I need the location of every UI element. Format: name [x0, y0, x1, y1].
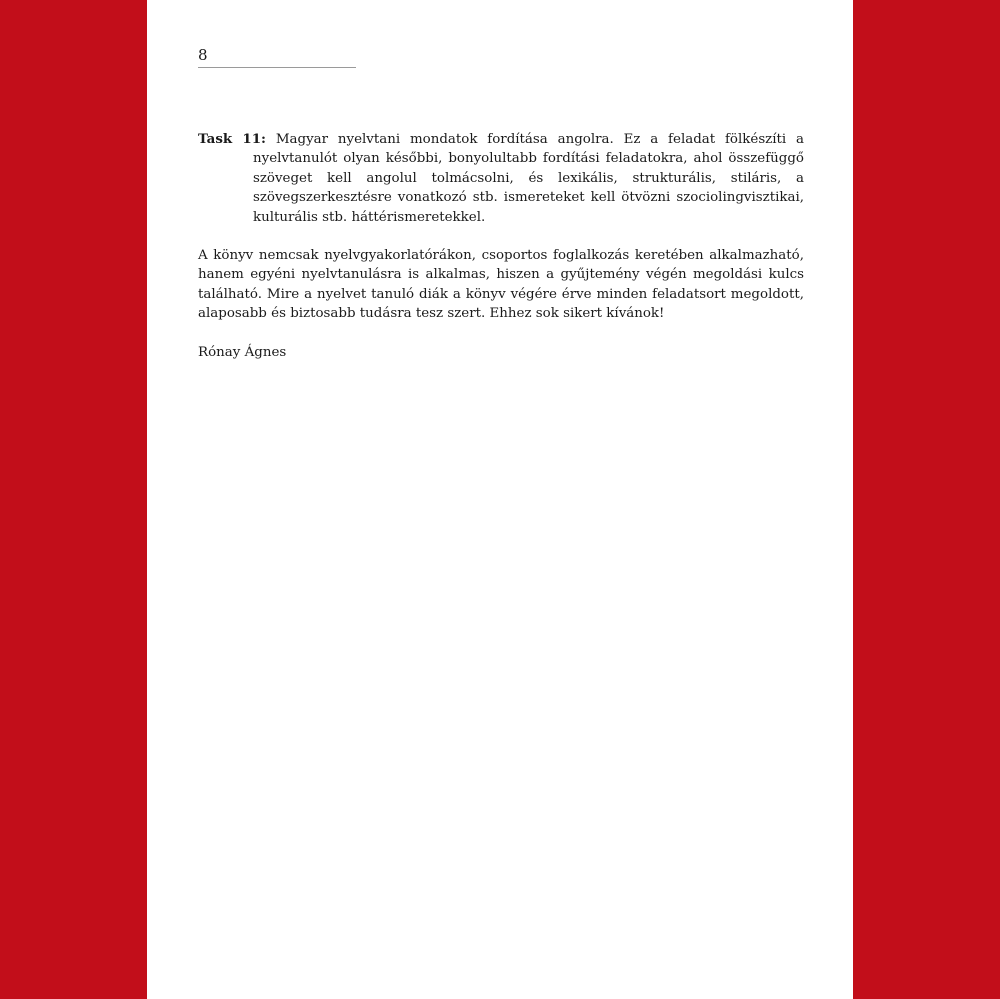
task-label: Task 11: — [198, 131, 266, 147]
header-rule — [198, 67, 356, 68]
paragraph-spacer — [198, 324, 804, 343]
page-body — [198, 130, 804, 362]
closing-paragraph: A könyv nemcsak nyelvgyakorlatórákon, csoportos foglalkozás keretében alkalmazható, hanem egyéni nyelvtanulásra is alkalmas, hiszen a gyűjtemény végén megoldási kulcs található. Mire a nyelvet tanuló diák a könyv végére érve minden feladatsort megoldott, alaposabb és biztosabb tudásra tesz szert. Ehhez sok sikert kívánok! — [198, 248, 804, 322]
book-page — [147, 0, 853, 999]
author-signature: Rónay Ágnes — [198, 344, 287, 360]
task-11-paragraph — [198, 130, 804, 227]
paragraph-spacer — [198, 227, 804, 246]
page-number: 8 — [198, 46, 208, 64]
task-text: Magyar nyelvtani mondatok fordítása angolra. Ez a feladat fölkészíti a nyelvtanulót olyan későbbi, bonyolultabb fordítási feladatokra, ahol összefüggő szöveget kell angolul tolmácsolni, és lexikális, strukturális, stiláris, a szövegszerkesztésre vonatkozó stb. ismereteket kell ötvözni szociolingvisztikai, kulturális stb. háttérismeretekkel. — [253, 132, 804, 225]
